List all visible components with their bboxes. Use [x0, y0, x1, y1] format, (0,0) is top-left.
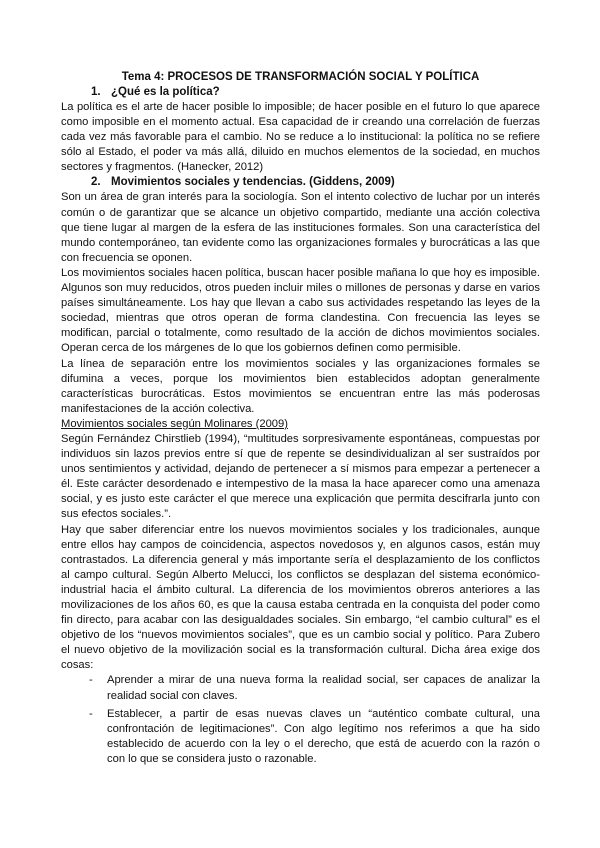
section-2-paragraph-1: Son un área de gran interés para la sociología. Son el intento colectivo de luchar por un interés común o de garantizar que se alcance un objetivo compartido, mediante una acción colectiva que tiene lugar al margen de la esfera de las instituciones formales. Son una característica del mundo contemporáneo, tan evidente como las organizaciones formales y burocráticas a las que con frecuencia se oponen. — [61, 191, 540, 264]
dash-bullet: - — [89, 674, 93, 687]
section-2-number: 2. — [91, 176, 101, 189]
section-2-paragraph-2: Los movimientos sociales hacen política, buscan hacer posible mañana lo que hoy es imposible. Algunos son muy reducidos, otros pueden incluir miles o millones de personas y darse en varios países simultáneamente. Los hay que llevan a cabo sus actividades respetando las leyes de la sociedad, mientras que otros operan de forma clandestina. Con frecuencia las leyes se modifican, parcial o totalmente, como resultado de la acción de dichos movimientos sociales. Operan cerca de los márgenes de lo que los gobiernos definen como permisible. — [61, 266, 540, 355]
section-2-paragraph-3: La línea de separación entre los movimientos sociales y las organizaciones formales se difumina a veces, porque los movimientos bien establecidos adoptan generalmente características burocráticas. Estos movimientos se encuentran entre las más poderosas manifestaciones de la acción colectiva. — [61, 357, 540, 415]
subsection-paragraph-1: Según Fernández Chirstlieb (1994), “multitudes sorpresivamente espontáneas, compuestas por individuos sin lazos previos entre sí que de repente se desindividualizan al ser sustraídos por unos sentimientos y actividad, dejando de pertenecer a sí mismos para empezar a pertenecer a él. Este carácter desordenado e intempestivo de la masa la hace aparecer como una amenaza social, y es justo este carácter el que merece una explicación que permita descifrarla junto con sus efectos sociales.”. — [61, 432, 540, 521]
list-item — [61, 673, 540, 703]
subsection-heading: Movimientos sociales según Molinares (2009) — [61, 417, 288, 430]
section-1-number: 1. — [91, 86, 101, 98]
list-item — [61, 707, 540, 767]
section-1-heading — [61, 85, 540, 100]
document-title: Tema 4: PROCESOS DE TRANSFORMACIÓN SOCIAL Y POLÍTICA — [121, 71, 480, 83]
subsection-paragraph-2: Hay que saber diferenciar entre los nuevos movimientos sociales y los tradicionales, aunque entre ellos hay campos de coincidencia, aspectos novedosos y, en algunos casos, están muy contrastados. La diferencia general y más importante sería el desplazamiento de los conflictos al campo cultural. Según Alberto Melucci, los conflictos se desplazan del sistema económico-industrial hacia el ámbito cultural. La diferencia de los movimientos obreros anteriores a las movilizaciones de los años 60, es que la causa estaba centrada en la conquista del poder como fin directo, para acabar con las desigualdades sociales. Sin embargo, “el cambio cultural” es el objetivo de los “nuevos movimientos sociales”, que es un cambio social y político. Para Zubero el nuevo objetivo de la movilización social es la transformación cultural. Dicha área exige dos cosas: — [61, 523, 540, 672]
section-2-title: Movimientos sociales y tendencias. (Giddens, 2009) — [111, 176, 395, 189]
bullet-list — [61, 673, 540, 767]
section-1-title: ¿Qué es la política? — [111, 86, 220, 98]
dash-bullet: - — [89, 707, 93, 720]
section-2-heading — [61, 175, 540, 190]
list-item-text: Establecer, a partir de esas nuevas claves un “auténtico combate cultural, una confrontación de legitimaciones”. Con algo legítimo nos referimos a que ha sido establecido de acuerdo con la ley o el derecho, que está de acuerdo con la razón o con lo que se considera justo o razonable. — [107, 707, 540, 765]
section-1-paragraph: La política es el arte de hacer posible lo imposible; de hacer posible en el futuro lo que aparece como imposible en el momento actual. Esa capacidad de ir creando una correlación de fuerzas cada vez más favorable para el cambio. No se reduce a lo institucional: la política no se refiere sólo al Estado, el poder va más allá, diluido en muchos elementos de la sociedad, en muchos sectores y fragmentos. (Hanecker, 2012) — [61, 101, 540, 174]
list-item-text: Aprender a mirar de una nueva forma la realidad social, ser capaces de analizar la realidad social con claves. — [107, 674, 540, 702]
